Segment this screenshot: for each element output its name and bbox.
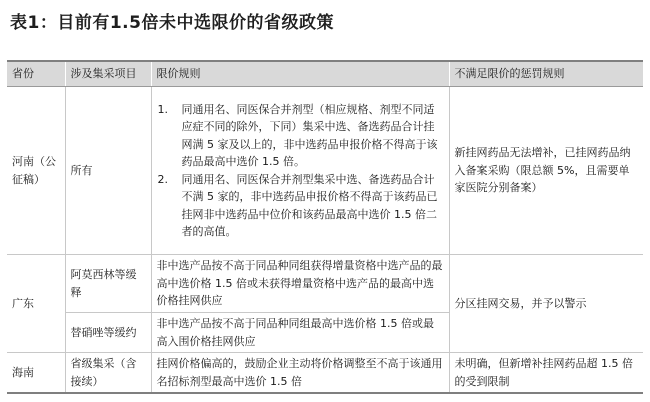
- rules-henan: [151, 87, 449, 255]
- project-guangdong-2: 替硝唑等缓约: [65, 313, 151, 353]
- rule-guangdong-1: 非中选产品按不高于同品种同组获得增量资格中选产品的最高中选价格 1.5 倍或未获得增量资格中选产品的最高中选价格挂网供应: [151, 255, 449, 313]
- project-guangdong-1: 阿莫西林等缓释: [65, 255, 151, 313]
- penalty-henan: 新挂网药品无法增补，已挂网药品纳入备案采购（限总额 5%，且需要单家医院分别备案）: [449, 87, 643, 255]
- header-rule: 限价规则: [151, 61, 449, 87]
- header-project: 涉及集采项目: [65, 61, 151, 87]
- project-hainan: 省级集采（含接续）: [65, 353, 151, 394]
- rules-list: [158, 101, 445, 241]
- list-item: [158, 171, 445, 241]
- rule-guangdong-2: 非中选产品按不高于同品种同组最高中选价格 1.5 倍或最高入围价格挂网供应: [151, 313, 449, 353]
- policy-table: [7, 60, 643, 394]
- province-guangdong: 广东: [7, 255, 65, 353]
- list-item: [158, 101, 445, 171]
- rule-hainan: 挂网价格偏高的，鼓励企业主动将价格调整至不高于该通用名招标剂型最高中选价 1.5 倍: [151, 353, 449, 394]
- penalty-hainan: 未明确，但新增补挂网药品超 1.5 倍的受到限制: [449, 353, 643, 394]
- table-title: 表1：目前有1.5倍未中选限价的省级政策: [10, 13, 334, 33]
- table-row-hainan: [7, 353, 643, 394]
- penalty-guangdong: 分区挂网交易，并予以警示: [449, 255, 643, 353]
- project-henan: 所有: [65, 87, 151, 255]
- header-row: [7, 61, 643, 87]
- table-row-guangdong-1: [7, 255, 643, 313]
- province-hainan: 海南: [7, 353, 65, 394]
- rule-text: 同通用名、同医保合并剂型（相应规格、剂型不同适应症不同的除外，下同）集采中选、备选药品合计挂网满 5 家及以上的，非中选药品申报价格不得高于该药品最高中选价 1.5 倍。: [181, 102, 438, 168]
- rule-number: 2.: [157, 172, 168, 186]
- province-henan: 河南（公征稿）: [7, 87, 65, 255]
- header-penalty: 不满足限价的惩罚规则: [449, 61, 643, 87]
- header-province: 省份: [7, 61, 65, 87]
- table-row-henan: [7, 87, 643, 255]
- rule-number: 1.: [157, 102, 168, 116]
- rule-text: 同通用名、同医保合并剂型集采中选、备选药品合计不满 5 家的，非中选药品申报价格不得高于该药品已挂网非中选药品中位价和该药品最高中选价 1.5 倍二者的高值。: [181, 172, 438, 238]
